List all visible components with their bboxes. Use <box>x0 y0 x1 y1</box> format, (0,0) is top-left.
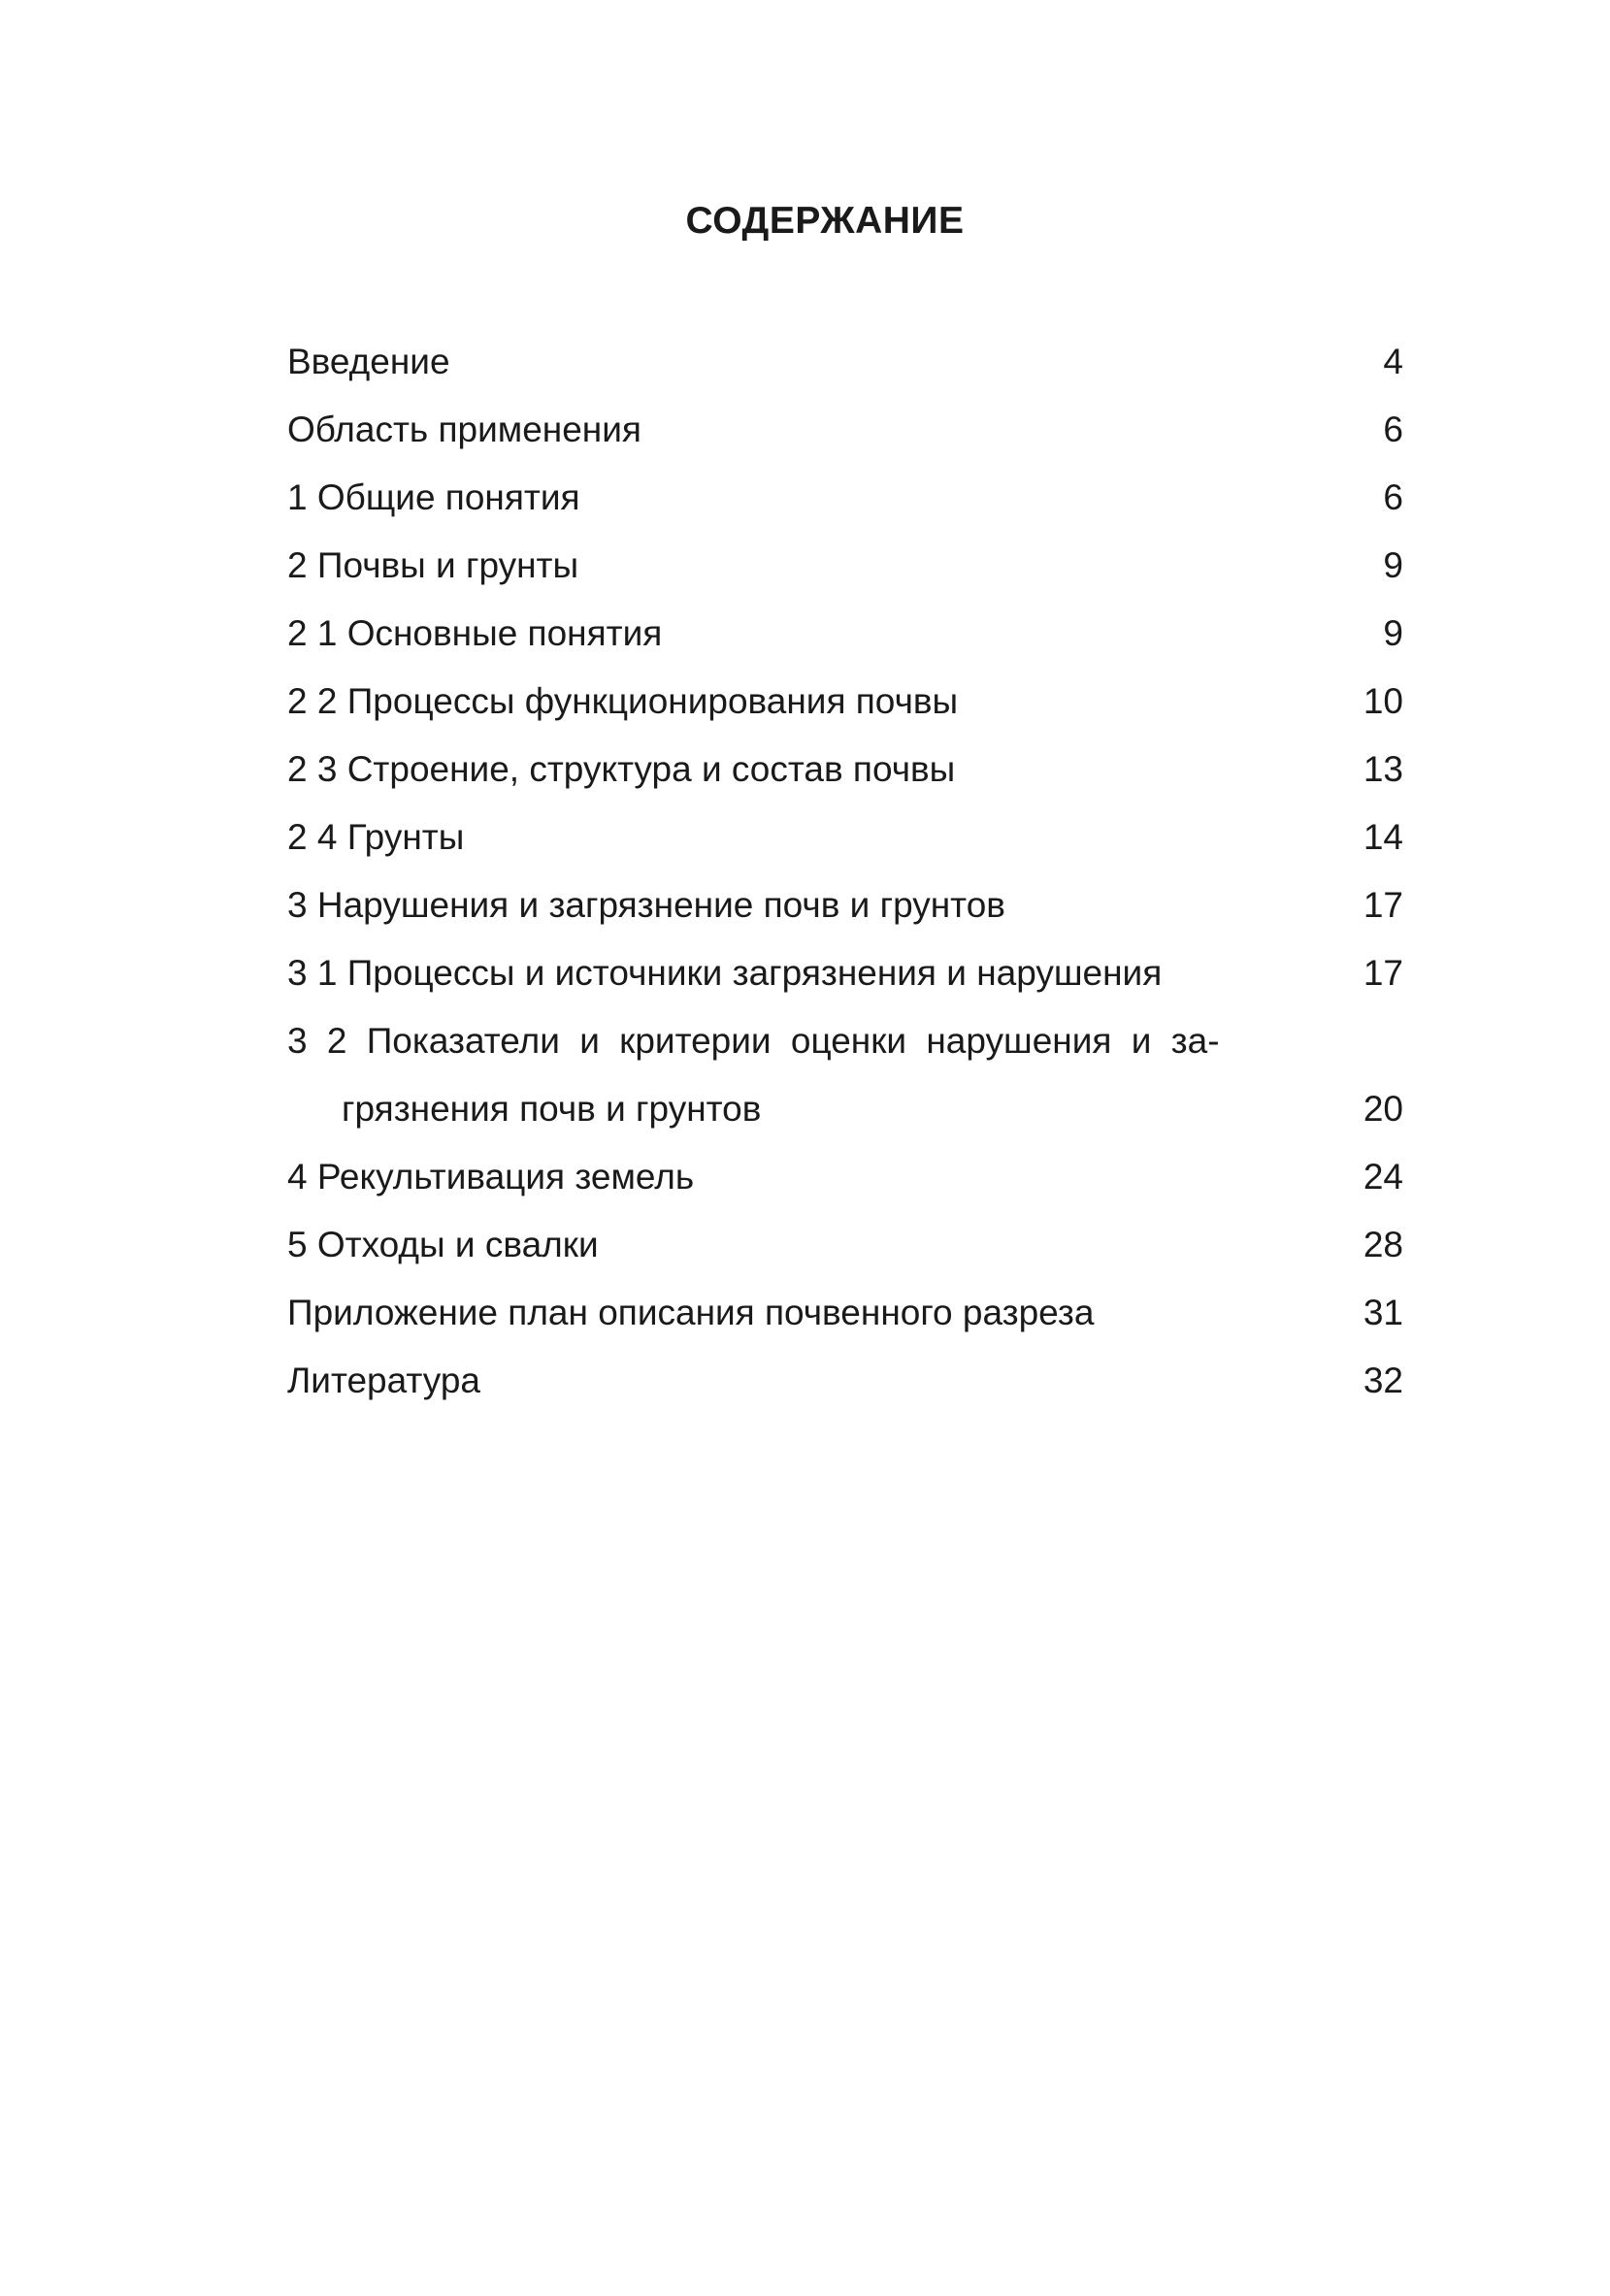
toc-entry-page: 32 <box>1363 1361 1403 1400</box>
toc-entry-literature <box>287 1347 1403 1415</box>
toc-entry-appendix <box>287 1279 1403 1347</box>
toc-entry-label: Литература <box>287 1361 481 1400</box>
toc-entry-page: 17 <box>1363 885 1403 925</box>
toc-entry-page: 24 <box>1363 1157 1403 1197</box>
toc-entry-page: 10 <box>1363 681 1403 721</box>
toc-entry-section-3-2 <box>287 1007 1403 1143</box>
toc-entry-section-2-1 <box>287 600 1403 668</box>
toc-entry-label: 2 1 Основные понятия <box>287 613 663 653</box>
toc-entry-page: 14 <box>1363 817 1403 857</box>
toc-entry-page: 20 <box>1363 1089 1403 1129</box>
toc-entry-page: 6 <box>1383 477 1403 517</box>
toc-entry-section-1 <box>287 464 1403 532</box>
toc-entry-introduction <box>287 328 1403 396</box>
toc-entry-page: 31 <box>1363 1293 1403 1332</box>
toc-entry-section-5 <box>287 1211 1403 1279</box>
toc-entry-label-line-2: грязнения почв и грунтов <box>342 1089 762 1129</box>
toc-entry-label: 2 2 Процессы функционирования почвы <box>287 681 959 721</box>
toc-entry-section-2-2 <box>287 668 1403 736</box>
toc-entry-page: 13 <box>1363 749 1403 789</box>
page-title: СОДЕРЖАНИЕ <box>685 200 965 242</box>
toc-entry-page: 9 <box>1383 545 1403 585</box>
toc-entry-scope <box>287 396 1403 464</box>
toc-entry-page: 28 <box>1363 1225 1403 1264</box>
toc-entry-label: 5 Отходы и свалки <box>287 1225 599 1264</box>
toc-entry-label: Область применения <box>287 410 641 449</box>
toc-entry-label: 1 Общие понятия <box>287 477 580 517</box>
toc-entry-section-3 <box>287 871 1403 939</box>
toc-entry-label: Приложение план описания почвенного разреза <box>287 1293 1095 1332</box>
toc-entry-label: Введение <box>287 342 450 381</box>
toc-entry-section-2-4 <box>287 804 1403 871</box>
toc-entry-section-2-3 <box>287 736 1403 804</box>
toc-entry-section-3-1 <box>287 939 1403 1007</box>
toc-entry-label: 2 4 Грунты <box>287 817 465 857</box>
toc-entry-page: 9 <box>1383 613 1403 653</box>
toc-entry-page: 4 <box>1383 342 1403 381</box>
table-of-contents <box>287 328 1403 1415</box>
toc-entry-page: 17 <box>1363 953 1403 993</box>
toc-entry-label: 3 Нарушения и загрязнение почв и грунтов <box>287 885 1005 925</box>
toc-entry-label: 2 Почвы и грунты <box>287 545 579 585</box>
toc-entry-section-4 <box>287 1143 1403 1211</box>
toc-entry-label: 3 1 Процессы и источники загрязнения и нарушения <box>287 953 1163 993</box>
toc-entry-label: 2 3 Строение, структура и состав почвы <box>287 749 956 789</box>
toc-entry-label-line-1: 3 2 Показатели и критерии оценки нарушения и за- <box>287 1021 1220 1061</box>
toc-entry-section-2 <box>287 532 1403 600</box>
toc-entry-page: 6 <box>1383 410 1403 449</box>
toc-entry-label: 4 Рекультивация земель <box>287 1157 695 1197</box>
